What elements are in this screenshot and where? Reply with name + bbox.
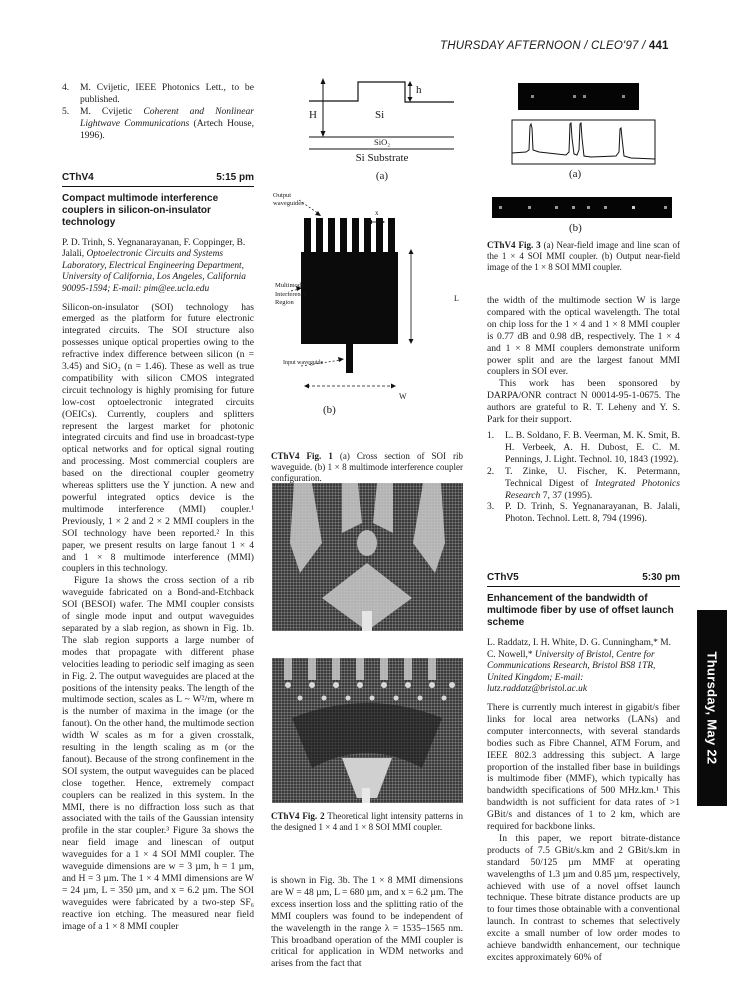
- label-sio2: SiO₂: [374, 137, 391, 147]
- day-side-tab: [697, 610, 727, 806]
- near-field-image-1x4: [518, 83, 639, 110]
- paper-title: Enhancement of the bandwidth of multimode fiber by use of offset launch scheme: [487, 593, 674, 628]
- paragraph: This work has been sponsored by DARPA/ONR contract N 00014-95-1-0675. The authors are grateful to R. T. Leheny and Y. S. Park for their support.: [487, 378, 680, 426]
- authors: [487, 638, 680, 696]
- label-L: L: [454, 294, 459, 303]
- running-head-text: THURSDAY AFTERNOON / CLEO'97 /: [440, 40, 649, 52]
- author-names: L. Raddatz, I. H. White, D. G. Cunningham,* M. C. Nowell,*: [487, 638, 671, 660]
- panel-label: (a): [375, 170, 389, 182]
- caption-body: Theoretical light intensity patterns in the designed 1 × 4 and 1 × 8 SOI MMI coupler.: [271, 811, 463, 832]
- panel-label-a: (a): [569, 168, 582, 180]
- session-header: [62, 172, 254, 187]
- label-input-waveguide: Input waveguide: [283, 360, 324, 366]
- reference-number: 5.: [62, 105, 70, 117]
- reference-item: [62, 106, 254, 142]
- paragraph: In this paper, we report bitrate-distance products of 7.5 GBit/s.km and 2 GBit/s.km in standard 50/125 µm MMF at operating wavelengths of 1.3 µm and 0.85 µm, respectively, achieved with use of a novel offset launch technique. These bitrate distance products are up to four times those obtainable with a conventional launch. In contrast to schemes that selectively excite a small number of low order modes to achieve bandwidth enhancement, our technique excites approximately 60% of: [487, 832, 680, 963]
- reference-text: P. D. Trinh, S. Yegnanarayanan, B. Jalali, Photon. Technol. Lett. 8, 794 (1996).: [505, 501, 680, 525]
- caption-text: [271, 811, 463, 833]
- session-code: CThV5: [487, 572, 519, 583]
- ref-volume: 7, 37 (1995).: [540, 489, 593, 501]
- reference-item: [487, 430, 680, 466]
- ref-author: M. Cvijetic: [80, 105, 144, 117]
- session-time: 5:30 pm: [642, 572, 680, 583]
- label-W: W: [399, 392, 407, 401]
- page-number: 441: [648, 40, 669, 52]
- caption-body: (a) Cross section of SOI rib waveguide. (b) 1 × 8 multimode interference coupler configuration.: [271, 451, 463, 483]
- intensity-pattern-1x8: [272, 658, 463, 803]
- reference-number: 1.: [487, 429, 495, 441]
- figure-1a-cross-section: [271, 75, 471, 195]
- pattern-1x8-graphic: [272, 658, 463, 803]
- label-h: h: [416, 84, 422, 96]
- linescan-plot: [511, 118, 657, 166]
- day-side-tab-label: Thursday, May 22: [704, 651, 720, 765]
- caption-label: CThV4 Fig. 2: [271, 811, 325, 821]
- caption-label: CThV4 Fig. 1: [271, 451, 333, 461]
- figure-2-caption: [271, 811, 463, 833]
- reference-number: 2.: [487, 465, 495, 477]
- ref-journal: Integrated Photonics Research: [505, 477, 680, 501]
- figure-1-caption: [271, 451, 463, 484]
- author-affiliation: Optoelectronic Circuits and Systems Laboratory, Electrical Engineering Department, University of California, Los Angeles, California 90095-1594; E-mail: pim@ee.ucla.edu: [62, 249, 246, 294]
- session-cthv5: [487, 572, 680, 964]
- column-1: [62, 82, 254, 933]
- reference-text: M. Cvijetic, IEEE Photonics Lett., to be published.: [80, 82, 254, 105]
- intensity-pattern-1x4: [272, 483, 463, 631]
- label-si: Si: [375, 109, 385, 121]
- label-output-waveguides: Output waveguides: [273, 192, 304, 207]
- paragraph: There is currently much interest in gigabit/s fiber links for local area networks (LANs) and computer interconnects, with several standards bodies such as Fibre Channel, ATM Forum, and IEEE 802.3 addressing this subject. A large proportion of the installed fiber base in buildings is multimode fiber (MMF), which typically has bandwidth specifications of 500 MHz.km.¹ This bandwidth is not sufficient for data rates of >1 GBit/s and distances of 1 to 2 km, which are required for backbone links.: [487, 701, 680, 833]
- figure-3-caption: [487, 240, 680, 273]
- pattern-1x4-graphic: [272, 483, 463, 631]
- label-x: x: [375, 209, 379, 217]
- authors: [62, 238, 254, 296]
- reference-number: 4.: [62, 82, 70, 93]
- paper-title: Compact multimode interference couplers in silicon-on-insulator technology: [62, 192, 219, 228]
- label-mmi-region: Multimode Interference Region: [275, 282, 307, 306]
- caption-label: CThV4 Fig. 3: [487, 240, 541, 250]
- reference-number: 3.: [487, 501, 495, 513]
- paragraph: Figure 1a shows the cross section of a rib waveguide fabricated on a Bond-and-Etchback SOI (BESOI) wafer. The MMI coupler consists of single mode input and output waveguides separated by a slab region, as shown in Fig. 1b. The slab region supports a large number of modes that propagate with different phase velocities leading to periodic self imaging as seen in Fig. 2. The output waveguides are placed at the positions of the intensity peaks. The length of the multimode section, scales as L ~ W²/m, where m is the number of maxima in the image (or the fanout). On the other hand, the multimode section width W scales as m for a given crosstalk, resulting in the length scaling as m (or the fanout). Because of the strong confinement in the SOI system, the output waveguides can be placed close together. Hence, extremely compact couplers can be realized in this system. In the MMI, there is no diffraction loss such as that associated with the tails of the Gaussian intensity profile in the star coupler.³ Figure 3a shows the near field image and linescan of output waveguides for a 1 × 4 SOI MMI coupler. The waveguide dimensions are w = 3 µm, h = 1 µm, and H = 3 µm. The 1 × 4 MMI dimensions are W = 24 µm, L = 350 µm, and x = 6.2 µm. The SOI waveguides were fabricated by a two-step SF₆ reactive ion etching. The measured near field image of a 1 × 8 MMI coupler: [62, 575, 254, 932]
- ref-title: Coherent and Nonlinear Lightwave Communications: [80, 105, 254, 129]
- reference-item: [62, 82, 254, 106]
- caption-body: (a) Near-field image and line scan of the 1 × 4 SOI MMI coupler. (b) Output near-field image of the 1 × 8 SOI MMI coupler.: [487, 240, 680, 272]
- near-field-image-1x8: [492, 197, 672, 218]
- caption-text: [487, 240, 680, 273]
- panel-label-b: (b): [569, 222, 582, 234]
- session-code: CThV4: [62, 171, 94, 183]
- reference-text: L. B. Soldano, F. B. Veerman, M. K. Smit, B. H. Verbeek, A. H. Dubost, E. C. M. Pennings, J. Light. Technol. 10, 1843 (1992).: [505, 429, 680, 465]
- reference-item: [487, 501, 680, 525]
- reference-text: [80, 106, 254, 142]
- author-names: P. D. Trinh, S. Yegnanarayanan, F. Coppinger, B. Jalali,: [62, 237, 246, 260]
- column-2-text: [271, 875, 463, 970]
- caption-text: [271, 451, 463, 484]
- figure-1b-mmi-configuration: [271, 190, 471, 420]
- paragraph: is shown in Fig. 3b. The 1 × 8 MMI dimensions are W = 48 µm, L = 680 µm, and x = 6.2 µm. The excess insertion loss and the splitting ratio of the MMI couplers was found to be independent of the wavelength in the range λ = 1535–1565 nm. This broadband operation of the MMI coupler is critical for application in WDM networks and arises from the fact that: [271, 875, 463, 970]
- panel-label: (b): [323, 404, 336, 416]
- label-substrate: Si Substrate: [355, 152, 409, 164]
- ref-authors: T. Zinke, U. Fischer, K. Petermann, Technical Digest of: [505, 465, 680, 489]
- running-head: [440, 40, 669, 52]
- author-affiliation: University of Bristol, Centre for Communications Research, Bristol BS8 1TR, United Kingdom; E-mail: lutz.raddatz@bristol.ac.uk: [487, 649, 656, 695]
- column-3-text: [487, 295, 680, 525]
- label-H: H: [309, 109, 317, 121]
- session-header: [487, 572, 680, 587]
- reference-item: [487, 466, 680, 502]
- paragraph: the width of the multimode section W is large compared with the optical wavelength. The total on chip loss for the 1 × 4 and 1 × 8 MMI coupler is 0.77 dB and 0.98 dB, respectively. The 1 × 4 and 1 × 8 MMI couplers demonstrate uniform power split and are the largest fanout MMI couplers in SOI ever.: [487, 295, 680, 378]
- reference-text: [505, 466, 680, 502]
- ref-publisher: (Artech House, 1996).: [80, 117, 254, 141]
- session-time: 5:15 pm: [216, 171, 254, 183]
- paragraph: Silicon-on-insulator (SOI) technology has emerged as the platform for future electronic integrated circuits. The SOI structure also possesses unique optical properties owing to the refractive index difference between silicon (n = 3.45) and SiO₂ (n = 1.46). These as well as true compatibility with silicon CMOS integrated circuit technology is highly promising for future low-cost optoelectronic integrated circuits (OEICs). Currently, couplers and splitters represent the largest market for photonic integrated circuits and find use in broadcast-type optical networks and for optical signal routing and processing. Most commercial couplers are based on the directional coupler geometry whereas splitters use the Y junction. A new and powerful integrated optics device is the multimode interference (MMI) coupler.¹ Previously, 1 × 2 and 2 × 2 MMI couplers in the SOI technology have been reported.² In this paper, we present results on large fanout 1 × 4 and 1 × 8 multimode interference (MMI) couplers in this technology.: [62, 301, 254, 575]
